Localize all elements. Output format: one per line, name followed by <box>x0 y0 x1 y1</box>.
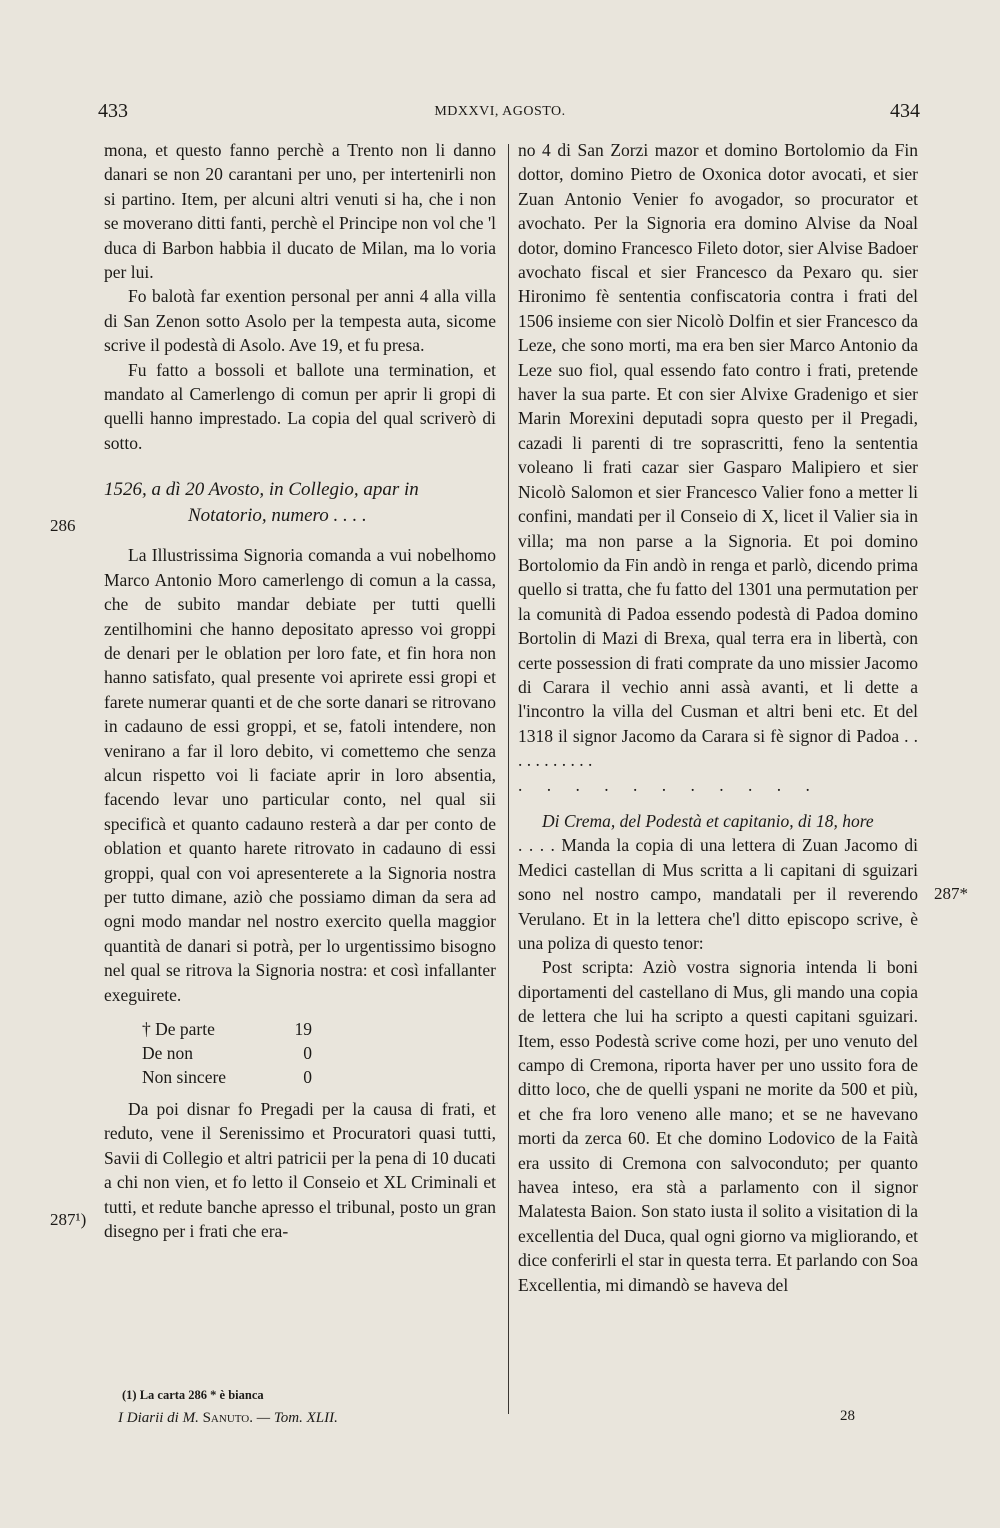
vote-label: † De parte <box>142 1019 215 1039</box>
section-heading: Di Crema, del Podestà et capitanio, di 18, hore <box>542 810 874 831</box>
left-column <box>104 138 496 1243</box>
section-heading-line: 1526, a dì 20 Avosto, in Collegio, apar in <box>104 479 419 501</box>
vote-count: 0 <box>303 1043 312 1063</box>
running-title: MDXXVI, AGOSTO. <box>434 104 566 119</box>
paragraph: mona, et questo fanno perchè a Trento non li danno danari se non 20 carantani per uno, per intertenirli non si partino. Item, per alcuni altri venuti si ha, che i non se moverano ditti fanti, perchè el Principe non vol che 'l duca di Barbon habbia il ducato de Milan, ma lo voria per lui. <box>104 140 496 283</box>
paragraph: Post scripta: Aziò vostra signoria intenda li boni diportamenti del castellano di Mus, gli mando una copia de lettera che lui ha scripto a questi capitani sguizari. Item, esso Podestà scrive come hozi, per uno venuto del campo di Cremona, riporta haver per uno ussito fora de ditto loco, che de quelli yspani ne morite da 500 et più, et che fra loro veneno alle mano; et se ne havevano morti da zerca 60. Et che domino Lodovico de la Faità era ussito di Cremona con salvoconduto; per quanto havea inteso, era stà a parlamento con il signor Malatesta Baion. Son stato iusta il solito a visitation di la excellentia del Duca, qual ogni giorno va migliorando, et dice conferirli el star in questa terra. Et parlando con Soa Excellentia, mi dimandò se haveva del <box>518 957 918 1295</box>
paragraph: no 4 di San Zorzi mazor et domino Bortolomio da Fin dottor, domino Pietro de Oxonica dotor avocati, et sier Zuan Antonio Venier fo avogador, so procurator et avochato. Per la Signoria era domino Alvise da Noal dotor, domino Francesco Fileto dotor, sier Alvise Badoer avochato fiscal et sier Francesco da Pexaro qu. sier Hironimo fè sententia confiscatoria contra i frati del 1506 insieme con sier Nicolò Dolfin et sier Francesco da Leze, che sono morti, ma era ben sier Marco Antonio da Leze suo fiol, qual essendo fato contro i frati, pretende haver la sua parte. Et con sier Alvixe Gradenigo et sier Marin Morexini deputadi sopra questo per il Pregadi, cazadi li parenti di tre soprascritti, feno la sententia voleano li frati cazar sier Gasparo Malipiero et sier Nicolò Salomon et sier Francesco Valier fono a metter li confini, mandati per il Conseio di X, licet il Valier sia in villa; ma non parse a la Signoria. Et poi domino Bortolomio da Fin andò in renga et parlò, dicendo prima quello si tratta, che fu fatto del 1301 una permutation per la comunità di Padoa essendo podestà di Padoa domino Bortolin di Mazi di Brexa, qual terra era in libertà, con certe possession di frati comprate da uno missier Jacomo di Carara il vechio anni assà avanti, et li dette a l'incontro la villa del Cusman et altri beni etc. Et del 1318 il signor Jacomo da Carara si fè signor di Padoa . . . . . . . . . . . <box>518 140 918 771</box>
vote-count: 0 <box>303 1067 312 1087</box>
vote-row <box>104 1017 496 1041</box>
footer-citation <box>118 1410 338 1427</box>
margin-number: 286 <box>50 516 76 535</box>
vote-row <box>104 1065 496 1089</box>
footnote: (1) La carta 286 * è bianca <box>122 1388 264 1402</box>
margin-number: 287* <box>934 884 968 903</box>
page-number-right: 434 <box>890 100 920 122</box>
footer-prefix: I Diarii di M. <box>118 1410 199 1426</box>
section-heading <box>104 477 496 529</box>
margin-number: 287¹) <box>50 1210 87 1229</box>
vote-count: 19 <box>294 1019 312 1039</box>
paragraph: Fu fatto a bossoli et ballote una termination, et mandato al Camerlengo di comun per aprir li gropi di quelli hanno imprestado. La copia del qual scriverò di sotto. <box>104 359 496 453</box>
signature-mark: 28 <box>840 1408 855 1424</box>
right-column <box>518 138 918 1297</box>
vote-tally <box>104 1017 496 1089</box>
ellipsis-line: . . . . . . . . . . . <box>518 774 820 795</box>
paragraph: Da poi disnar fo Pregadi per la causa di frati, et reduto, vene il Serenissimo et Procuratori quasi tutti, Savii di Collegio et altri patricii per la pena di 10 ducati a chi non vien, et fo letto il Conseio et XL Criminali et tutti, et redute banche apresso el tribunal, posto un gran disegno per i frati che era- <box>104 1099 496 1242</box>
vote-row <box>104 1041 496 1065</box>
vote-label: Non sincere <box>142 1067 227 1087</box>
paragraph: Fo balotà far exention personal per anni 4 alla villa di San Zenon sotto Asolo per la tempesta auta, sicome scrive il podestà di Asolo. Ave 19, et fu presa. <box>104 286 496 356</box>
page-number-left: 433 <box>98 100 128 122</box>
paragraph: La Illustrissima Signoria comanda a vui nobelhomo Marco Antonio Moro camerlengo di comun a la cassa, che de subito mandar debiate per tutti quelli zentilhomini che hanno depositato apresso voi groppi de denari per le oblation per loro fate, et fin hora non hanno satisfato, qual presente voi aprirete essi gropi et farete numerar quanti et de che sorte danari se ritrovano in cadauno de essi groppi, et se, fatoli intendere, non venirano a far il loro debito, vi comettemo che senza alcun rispetto voi li faciate aprir in loro absentia, facendo levar uno particular conto, nel qual sii specificà et quanto cadauno resterà a dar per conto de oblation et quanto harete ritrovato in cadauno di essi groppi, qual con voi apresenterete a la Signoria nostra per tutto dimane, aziò che possiamo diman da sera ad ogni modo mandar nel nostro exercito quella maggior quantità de danari si potrà, per lo urgentissimo bisogno nel qual se ritrova la Signoria nostra: et così infallanter exeguirete. <box>104 545 496 1005</box>
section-heading-line: Notatorio, numero . . . . <box>188 505 367 527</box>
footer-suffix: — Tom. XLII. <box>256 1410 338 1426</box>
footer-author: Sanuto. <box>202 1410 253 1426</box>
running-header <box>0 100 1000 130</box>
paragraph: . . . . Manda la copia di una lettera di Zuan Jacomo di Medici castellan di Mus scritta a li capitani di sguizari sono nel nostro campo, mandatali per il reverendo Verulano. Et in la lettera che'l ditto episcopo scrive, è una poliza di questo tenor: <box>518 835 918 953</box>
column-divider <box>508 144 509 1414</box>
vote-label: De non <box>142 1043 194 1063</box>
